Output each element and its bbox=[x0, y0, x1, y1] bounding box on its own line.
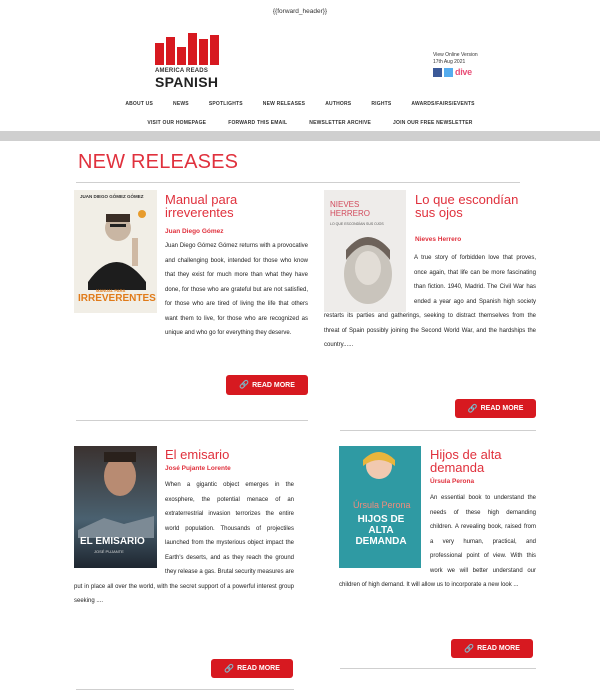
view-online-link[interactable]: View Online Version bbox=[433, 52, 478, 58]
book-author-1: Juan Diego Gómez bbox=[165, 228, 224, 235]
book-desc-4 bbox=[339, 491, 536, 593]
book-desc-text-1: Juan Diego Gómez Gómez returns with a provocative and challenging book, intended for those who know that they exist for much more than what they have done, for those who are grateful but are not satisfied, for those who are tired of living the life that others want them to live, for those who are recognized as unique and who go for everything they deserve. bbox=[165, 243, 308, 336]
book-title-2[interactable]: Lo que escondían sus ojos bbox=[415, 192, 519, 220]
divider-3 bbox=[76, 689, 294, 690]
book-title-4[interactable]: Hijos de alta demanda bbox=[430, 447, 502, 475]
desc-float-spacer-3 bbox=[74, 478, 165, 578]
book-desc-2 bbox=[324, 251, 536, 353]
title-divider bbox=[76, 182, 520, 183]
nav-item-rights[interactable]: RIGHTS bbox=[371, 101, 392, 107]
read-more-button-2[interactable] bbox=[455, 399, 536, 418]
book-desc-text-4: An essential book to understand the needs of these high demanding children. A revealing book, raised from a very human, practical, and professional point of view. With this work we will better understand our children of high demand. It will allow us to incorporate a new look ... bbox=[339, 495, 536, 588]
read-more-label-3: READ MORE bbox=[237, 665, 280, 672]
logo-bars bbox=[155, 33, 219, 65]
book-author-3: José Pujante Lorente bbox=[165, 465, 231, 472]
book-author-2: Nieves Herrero bbox=[415, 236, 462, 243]
forward-header-text: {{forward_header}} bbox=[272, 8, 328, 15]
header-divider-bar bbox=[0, 131, 600, 141]
book-desc-3 bbox=[74, 478, 294, 609]
nav-item-join[interactable]: JOIN OUR FREE NEWSLETTER bbox=[393, 120, 473, 126]
link-icon: 🔗 bbox=[467, 403, 478, 413]
read-more-label-4: READ MORE bbox=[477, 645, 520, 652]
read-more-button-1[interactable] bbox=[226, 375, 308, 395]
america-reads-spanish-logo[interactable] bbox=[155, 33, 219, 90]
nav-item-archive[interactable]: NEWSLETTER ARCHIVE bbox=[309, 120, 372, 126]
read-more-label-1: READ MORE bbox=[252, 381, 295, 389]
book-title-3[interactable]: El emisario bbox=[165, 447, 230, 462]
logo-line1: AMERICA READS bbox=[155, 68, 209, 74]
nav-item-authors[interactable]: AUTHORS bbox=[325, 101, 352, 107]
cover-author-4: Úrsula Perona bbox=[353, 500, 411, 510]
book-desc-text-3: When a gigantic object emerges in the exosphere, the potential menace of an extraterrestrial invasion terrorizes the entire world population. Thousands of projectiles launched from the mysterious object impact the Earth's deserts, and as they reach the ground they release a gas. Brutal security measures are put in place all over the world, with the secret support of a powerful interest group seeking .... bbox=[74, 482, 294, 604]
desc-float-spacer-4 bbox=[339, 491, 430, 571]
dive-icon[interactable]: dive bbox=[455, 67, 472, 77]
cover-title-3: EL EMISARIO bbox=[80, 536, 145, 547]
twitter-icon[interactable] bbox=[444, 68, 453, 77]
header-meta bbox=[433, 52, 478, 77]
link-icon: 🔗 bbox=[239, 380, 250, 389]
cover-author-2: NIEVES HERRERO bbox=[330, 200, 371, 218]
nav-item-news[interactable]: NEWS bbox=[173, 101, 189, 107]
book-author-4: Úrsula Perona bbox=[430, 478, 475, 485]
nav-item-awards[interactable]: AWARDS/FAIRS/EVENTS bbox=[411, 101, 475, 107]
logo-line2: SPANISH bbox=[155, 74, 219, 90]
nav-item-homepage[interactable]: VISIT OUR HOMEPAGE bbox=[147, 120, 207, 126]
divider-2 bbox=[340, 430, 536, 431]
nav-item-new-releases[interactable]: NEW RELEASES bbox=[262, 101, 306, 107]
divider-4 bbox=[340, 668, 536, 669]
cover-small-1: MANUAL PARA bbox=[96, 288, 126, 293]
cover-big-1: IRREVERENTES bbox=[78, 293, 156, 304]
nav-item-forward[interactable]: FORWARD THIS EMAIL bbox=[228, 120, 288, 126]
book-title-1[interactable]: Manual para irreverentes bbox=[165, 192, 238, 220]
cover-title-2: LO QUE ESCONDÍAN SUS OJOS bbox=[330, 222, 384, 226]
divider-1 bbox=[76, 420, 308, 421]
social-links bbox=[433, 68, 478, 77]
nav-item-about[interactable]: ABOUT US bbox=[125, 101, 154, 107]
cover-title-4: HIJOS DE ALTA DEMANDA bbox=[355, 514, 407, 547]
book-desc-1 bbox=[74, 239, 308, 359]
issue-date: 17th Aug 2021 bbox=[433, 59, 466, 65]
nav-row-primary bbox=[0, 101, 600, 107]
section-title: NEW RELEASES bbox=[78, 151, 239, 173]
nav-item-spotlights[interactable]: SPOTLIGHTS bbox=[208, 101, 243, 107]
link-icon: 🔗 bbox=[224, 663, 235, 673]
facebook-icon[interactable] bbox=[433, 68, 442, 77]
read-more-button-3[interactable] bbox=[211, 659, 293, 678]
desc-float-spacer-2 bbox=[324, 251, 414, 309]
link-icon: 🔗 bbox=[464, 643, 475, 653]
cover-author-1: JUAN DIEGO GÓMEZ GÓMEZ bbox=[80, 194, 144, 199]
read-more-label-2: READ MORE bbox=[480, 405, 524, 412]
read-more-button-4[interactable] bbox=[451, 639, 533, 658]
desc-float-spacer-1 bbox=[74, 239, 165, 359]
book-desc-text-2: A true story of forbidden love that proves, once again, that life can be more fascinating than fiction. 1940, Madrid. The Civil War has ended a year ago and Spanish high society restarts its parties and gatherings, seeking to distract themselves from the threat of Spain possibly joining the Second World War, and the hardships the country...... bbox=[324, 255, 536, 348]
cover-author-3: JOSÉ PUJANTE bbox=[94, 549, 124, 554]
nav-row-secondary bbox=[10, 120, 600, 126]
